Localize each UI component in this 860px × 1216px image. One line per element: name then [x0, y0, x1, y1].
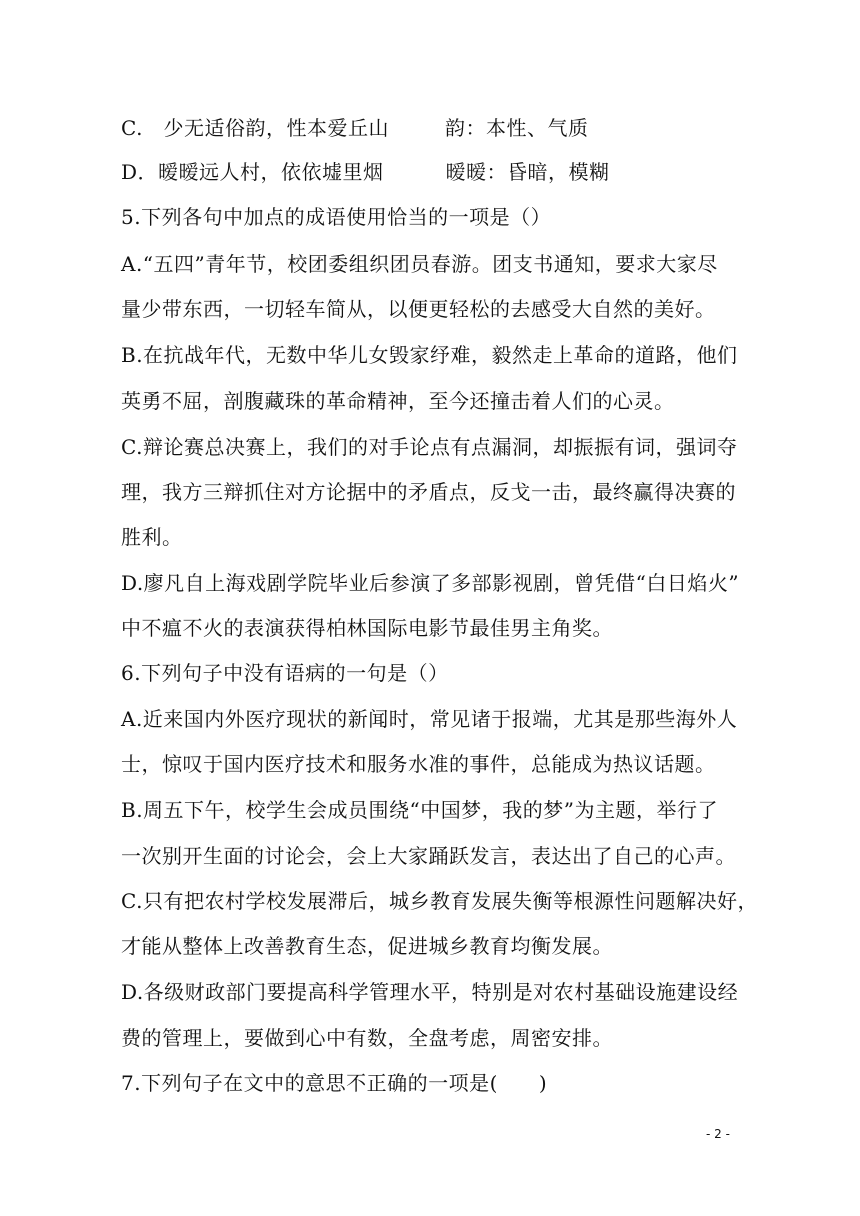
question-6-option-a-line-2: 士，惊叹于国内医疗技术和服务水准的事件，总能成为热议话题。: [121, 752, 716, 776]
question-5-option-a-line-2: 量少带东西，一切轻车简从，以便更轻松的去感受大自然的美好。: [121, 297, 716, 321]
option-d-q4-gloss: 暧暧：昏暗，模糊: [445, 160, 610, 184]
question-6-stem: 6.下列句子中没有语病的一句是（）: [121, 661, 449, 685]
question-5-option-c-line-1: C.辩论赛总决赛上，我们的对手论点有点漏洞，却振振有词，强词夺: [121, 435, 738, 459]
question-6-option-d-line-2: 费的管理上，要做到心中有数，全盘考虑，周密安排。: [121, 1026, 613, 1050]
question-7-stem: 7.下列句子在文中的意思不正确的一项是( ): [121, 1071, 548, 1095]
question-6-option-d-line-1: D.各级财政部门要提高科学管理水平，特别是对农村基础设施建设经: [121, 980, 739, 1004]
question-6-option-c-line-1: C.只有把农村学校发展滞后，城乡教育发展失衡等根源性问题解决好，: [121, 889, 758, 913]
question-5-option-d-line-1: D.廖凡自上海戏剧学院毕业后参演了多部影视剧，曾凭借“白日焰火”: [121, 571, 740, 595]
question-5-option-b-line-2: 英勇不屈，剖腹藏珠的革命精神，至今还撞击着人们的心灵。: [121, 389, 675, 413]
question-6-option-b-line-1: B.周五下午，校学生会成员围绕“中国梦，我的梦”为主题，举行了: [121, 798, 719, 822]
question-6-option-a-line-1: A.近来国内外医疗现状的新闻时，常见诸于报端，尤其是那些海外人: [121, 707, 738, 731]
question-6-option-b-line-2: 一次别开生面的讨论会，会上大家踊跃发言，表达出了自己的心声。: [121, 844, 736, 868]
question-5-option-b-line-1: B.在抗战年代，无数中华儿女毁家纾难，毅然走上革命的道路，他们: [121, 343, 738, 367]
question-5-option-c-line-3: 胜利。: [121, 525, 183, 549]
option-d-q4-sentence: D．暧暧远人村，依依墟里烟: [121, 160, 384, 184]
question-5-option-d-line-2: 中不瘟不火的表演获得柏林国际电影节最佳男主角奖。: [121, 616, 613, 640]
option-d-q4: [121, 158, 741, 186]
question-5-stem: 5.下列各句中加点的成语使用恰当的一项是（）: [121, 205, 552, 229]
option-c-q4-sentence: C. 少无适俗韵，性本爱丘山: [121, 116, 389, 140]
option-c-q4: [121, 114, 741, 142]
page-number: - 2 -: [706, 1127, 730, 1141]
question-5-option-a-line-1: A.“五四”青年节，校团委组织团员春游。团支书通知，要求大家尽: [121, 252, 718, 276]
question-6-option-c-line-2: 才能从整体上改善教育生态，促进城乡教育均衡发展。: [121, 934, 613, 958]
option-c-q4-gloss: 韵：本性、气质: [444, 116, 589, 140]
question-5-option-c-line-2: 理，我方三辩抓住对方论据中的矛盾点，反戈一击，最终赢得决赛的: [121, 480, 736, 504]
